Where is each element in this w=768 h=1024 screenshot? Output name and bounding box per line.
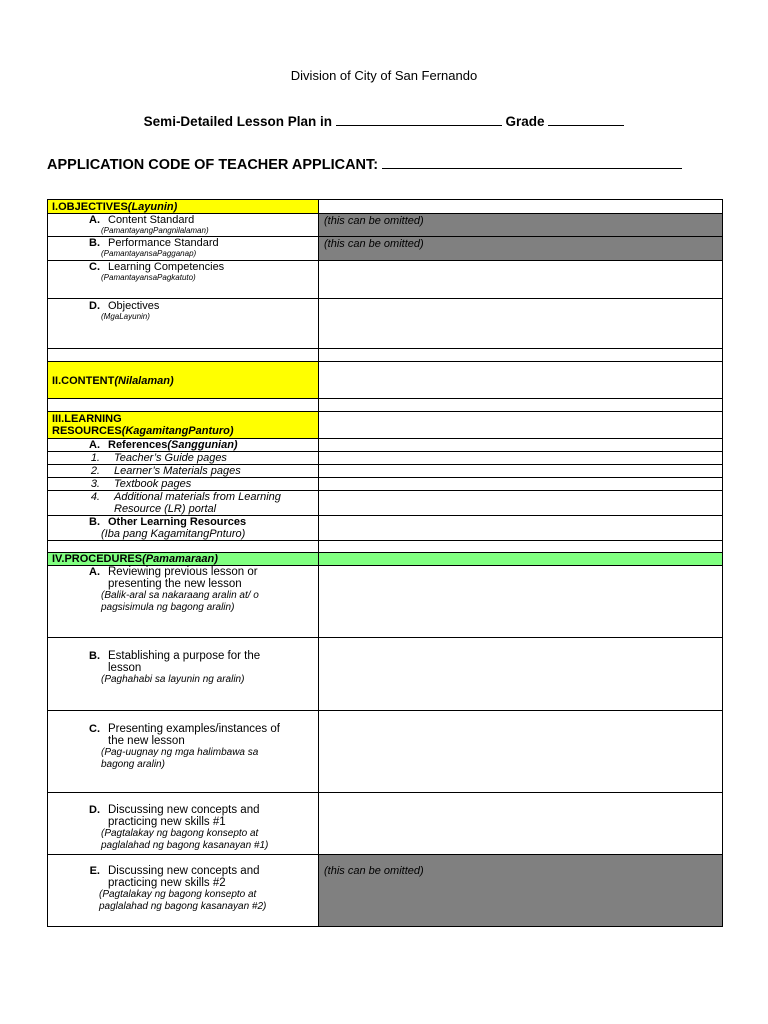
plan-prefix: Semi-Detailed Lesson Plan in bbox=[143, 114, 332, 129]
performance-standard-cell[interactable]: (this can be omitted) bbox=[319, 237, 723, 261]
resource-item-1-cell[interactable] bbox=[319, 452, 723, 465]
grade-label: Grade bbox=[505, 114, 545, 129]
references-row: A. References(Sanggunian) bbox=[48, 439, 319, 452]
resource-item-3-cell[interactable] bbox=[319, 478, 723, 491]
content-header: II.CONTENT(Nilalaman) bbox=[48, 362, 319, 399]
resource-item-2: 2. Learner’s Materials pages bbox=[48, 465, 319, 478]
grade-blank[interactable] bbox=[548, 113, 624, 126]
objectives-cell[interactable] bbox=[319, 299, 723, 349]
learning-competencies-row: C. Learning Competencies (PamantayansaPagkatuto) bbox=[48, 261, 319, 299]
procedures-header-cell[interactable] bbox=[319, 553, 723, 566]
content-cell[interactable] bbox=[319, 362, 723, 399]
lesson-plan-title bbox=[0, 113, 768, 129]
resource-item-4: 4. Additional materials from Learning Resource (LR) portal bbox=[48, 491, 319, 516]
procedure-c-row: C. Presenting examples/instances of the new lesson (Pag-uugnay ng mga halimbawa sa bagong aralin) bbox=[48, 711, 319, 793]
spacer-cell[interactable] bbox=[319, 541, 723, 553]
lesson-plan-table bbox=[47, 199, 723, 927]
spacer-row bbox=[48, 541, 319, 553]
references-cell[interactable] bbox=[319, 439, 723, 452]
content-standard-row: A. Content Standard (PamantayangPangnilalaman) bbox=[48, 214, 319, 237]
spacer-row bbox=[48, 349, 319, 362]
procedure-a-row: A. Reviewing previous lesson or presenting the new lesson (Balik-aral sa nakaraang aralin at/ o pagsisimula ng bagong aralin) bbox=[48, 566, 319, 638]
other-resources-cell[interactable] bbox=[319, 516, 723, 541]
content-standard-cell[interactable]: (this can be omitted) bbox=[319, 214, 723, 237]
procedure-b-cell[interactable] bbox=[319, 638, 723, 711]
learning-resources-cell[interactable] bbox=[319, 412, 723, 439]
procedure-e-row: E. Discussing new concepts and practicing new skills #2 (Pagtalakay ng bagong konsepto at paglalahad ng bagong kasanayan #2) bbox=[48, 855, 319, 927]
spacer-row bbox=[48, 399, 319, 412]
app-code-label: APPLICATION CODE OF TEACHER APPLICANT: bbox=[47, 157, 379, 173]
spacer-cell[interactable] bbox=[319, 399, 723, 412]
division-title: Division of City of San Fernando bbox=[290, 68, 478, 83]
procedures-header: IV.PROCEDURES(Pamamaraan) bbox=[48, 553, 319, 566]
resource-item-4-cell[interactable] bbox=[319, 491, 723, 516]
app-code-blank[interactable] bbox=[382, 156, 682, 169]
objectives-header-cell[interactable] bbox=[319, 200, 723, 214]
performance-standard-row: B. Performance Standard (PamantayansaPagganap) bbox=[48, 237, 319, 261]
learning-resources-header: III.LEARNING RESOURCES(KagamitangPanturo) bbox=[48, 412, 319, 439]
procedure-d-cell[interactable] bbox=[319, 793, 723, 855]
learning-competencies-cell[interactable] bbox=[319, 261, 723, 299]
resource-item-1: 1. Teacher’s Guide pages bbox=[48, 452, 319, 465]
other-resources-row: B. Other Learning Resources (Iba pang KagamitangPnturo) bbox=[48, 516, 319, 541]
subject-blank[interactable] bbox=[336, 113, 502, 126]
objectives-row: D. Objectives (MgaLayunin) bbox=[48, 299, 319, 349]
application-code-line bbox=[47, 156, 682, 173]
procedure-b-row: B. Establishing a purpose for the lesson (Paghahabi sa layunin ng aralin) bbox=[48, 638, 319, 711]
resource-item-2-cell[interactable] bbox=[319, 465, 723, 478]
spacer-cell[interactable] bbox=[319, 349, 723, 362]
procedure-d-row: D. Discussing new concepts and practicing new skills #1 (Pagtalakay ng bagong konsepto at paglalahad ng bagong kasanayan #1) bbox=[48, 793, 319, 855]
resource-item-3: 3. Textbook pages bbox=[48, 478, 319, 491]
objectives-header: I.OBJECTIVES(Layunin) bbox=[48, 200, 319, 214]
procedure-c-cell[interactable] bbox=[319, 711, 723, 793]
procedure-e-cell[interactable]: (this can be omitted) bbox=[319, 855, 723, 927]
procedure-a-cell[interactable] bbox=[319, 566, 723, 638]
